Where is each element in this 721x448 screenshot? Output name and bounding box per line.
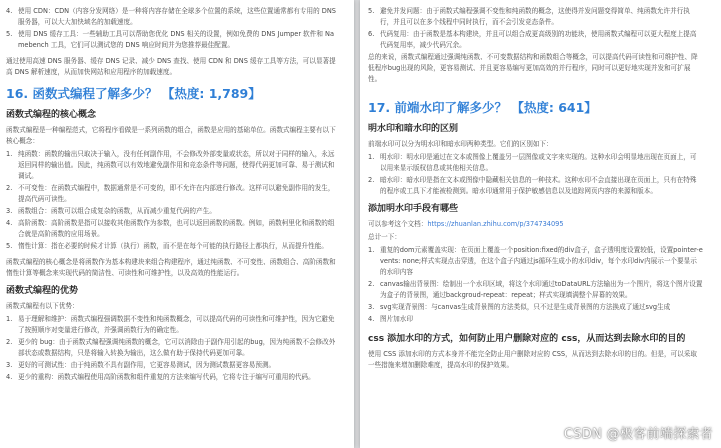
left-top-list <box>6 6 340 51</box>
summary-label: 总计一下： <box>368 233 401 241</box>
advantages-intro: 函数式编程有以下优势： <box>6 302 79 310</box>
list-item: 1. 明水印：明水印是通过在文本或图像上覆盖另一层图像或文字来实现的。这种水印会明显地出现在页面上，可以用来显示版权信息或其他相关信息。 <box>368 153 697 172</box>
reference-link[interactable]: https://zhuanlan.zhihu.com/p/374734095 <box>427 220 564 228</box>
subheading-watermark-difference: 明水印和暗水印的区别 <box>368 124 459 134</box>
subheading-core-concepts: 函数式编程的核心概念 <box>6 110 97 120</box>
list-item: 4. 更少的重构：函数式编程使用高阶函数和组件重复的方法来编写代码，它将专注于编写可重用的代码。 <box>6 373 315 381</box>
list-item: 1. 纯函数：函数的输出只取决于输入，没有任何副作用，不会修改外部变量或状态，所以对于同样的输入，永远返回同样的输出值。因此，纯函数可以有效地避免副作用和竞态条件等问题，使得代码更加可靠、易于测试和调试。 <box>6 150 335 180</box>
right-top-list <box>368 6 703 51</box>
functional-summary-paragraph: 总的来说，函数式编程通过强调纯函数、不可变数据结构和函数组合等概念，可以提高代码可读性和可维护性、降低程序bug出现的风险，更容易测试、并且更容易编写更加高效的并行程序，同时可以更好地实现并发和可扩展性。 <box>368 53 698 83</box>
list-item: 1. 重复的dom元素覆盖实现：在页面上覆盖一个position:fixed的div盒子，盒子透明度设置较低，设置pointer-events: none;样式实现点击穿透，在这个盒子内通过js循环生成小的水印div，每个水印div内展示一个要显示的水印内容 <box>368 246 703 276</box>
list-item: 6. 代码复用：由于函数是基本构建块，并且可以组合成更高级别的功能块，使用函数式编程可以更大程度上提高代码复用率，减少代码冗余。 <box>368 30 697 49</box>
list-item: 4. 图片加水印 <box>368 315 413 323</box>
list-item: 2. 暗水印：暗水印是指在文本或图像中隐藏相关信息的一种技术。这种水印不会直接出现在页面上，只有在特殊的程序或工具下才能被检测到。暗水印通常用于保护敏感信息以及追踪网页内容的来源和版本。 <box>368 176 697 195</box>
right-document-page <box>360 0 721 448</box>
dns-summary-paragraph: 通过使用高速 DNS 服务器、缓存 DNS 记录、减少 DNS 查找、使用 CDN 和 DNS 缓存工具等方法，可以显著提高 DNS 解析速度，从而加快网站和应用程序的加载速度。 <box>6 57 336 76</box>
subheading-add-visible-watermark: 添加明水印手段有哪些 <box>368 204 459 214</box>
list-item: 5. 使用 DNS 缓存工具：一些辅助工具可以帮助您优化 DNS 相关的设置，例如免费的 DNS Jumper 软件和 Namebench 工具，它们可以测试您的 DNS 响应时间并为您推荐最佳配置。 <box>6 30 335 49</box>
list-item: 2. 更少的 bug：由于函数式编程强调纯函数的概念，它可以消除由于副作用引起的bug，因为纯函数不会修改外部状态或数据结构，只是将输入转换为输出，这么做有助于保持代码更加可靠。 <box>6 338 336 357</box>
list-item: 3. svg实现背景图：与canvas生成背景图的方法类似，只不过是生成背景图的方法换成了通过svg生成 <box>368 303 671 311</box>
add-watermark-list <box>368 245 703 325</box>
watermark-difference-intro: 前端水印可以分为明水印和暗水印两种类型。它们的区别如下： <box>368 140 553 148</box>
list-item: 5. 惰性计算：指在必要的时候才计算（执行）函数，而不是在每个可能的执行路径上都执行，从而提升性能。 <box>6 242 328 250</box>
advantages-list <box>6 314 340 383</box>
left-document-page <box>0 0 354 448</box>
list-item: 3. 函数组合：函数可以组合成复杂的函数，从而减少重复代码的产生。 <box>6 207 216 215</box>
list-item: 2. 不可变性：在函数式编程中，数据通常是不可变的，即不允许在内部进行修改。这样可以避免副作用的发生，提高代码可读性。 <box>6 184 335 203</box>
list-item: 1. 易于理解和维护：函数式编程强调数据不变性和纯函数概念，可以提高代码的可读性和可维护性，因为它避免了按照顺序对变量进行修改，并强调函数行为的确定性。 <box>6 315 335 334</box>
core-concepts-list <box>6 149 340 252</box>
core-concepts-intro: 函数式编程是一种编程范式，它将程序看做是一系列函数的组合，函数是应用的基础单位。函数式编程主要有以下核心概念： <box>6 126 336 145</box>
list-item: 3. 更好的可测试性：由于纯函数不具有副作用，它更容易测试，因为测试数据更容易预测。 <box>6 361 276 369</box>
list-item: 2. canvas输出背景图：绘制出一个水印区域，将这个水印通过toDataURL方法输出为一个图片，将这个图片设置为盒子的背景图，通过backgroud-repeat：repeat；样式实现填满整个屏幕的效果。 <box>368 280 703 299</box>
subheading-css-watermark: css 添加水印的方式，如何防止用户删除对应的 css，从而达到去除水印的目的 <box>368 334 686 344</box>
subheading-advantages: 函数式编程的优势 <box>6 286 79 296</box>
core-concepts-summary: 函数式编程的核心概念是将函数作为基本构建块来组合构建程序，通过纯函数、不可变性、函数组合、高阶函数和惰性计算等概念来实现代码的简洁性、可读性和可维护性，以及高效的性能运行。 <box>6 258 336 277</box>
section-heading-frontend-watermark: 17. 前端水印了解多少？ 【热度: 641】 <box>368 100 597 115</box>
list-item: 5. 避免并发问题：由于函数式编程强调不变性和纯函数的概念，这使得并发问题变得简单、纯函数允许并行执行，并且可以在多个线程中同时执行，而不会引发竞态条件。 <box>368 7 690 26</box>
watermark-difference-list <box>368 152 703 197</box>
list-item: 4. 高阶函数：高阶函数是指可以接收其他函数作为参数，也可以返回函数的函数。例如，函数柯里化和函数的组合就是高阶函数的应用场景。 <box>6 219 335 238</box>
css-watermark-paragraph: 使用 CSS 添加水印的方式本身并不能完全防止用户删除对应的 CSS，从而达到去除水印的目的。但是，可以采取一些措施来增加删除难度，提高水印的保护效果。 <box>368 350 697 369</box>
list-item: 4. 使用 CDN：CDN（内容分发网络）是一种将内容存储在全球多个位置的系统，这些位置通常都有专用的 DNS 服务器，可以大大加快域名的加载速度。 <box>6 7 336 26</box>
csdn-watermark: CSDN @极客前端探索者 <box>563 427 713 442</box>
section-heading-functional-programming: 16. 函数式编程了解多少？ 【热度: 1,789】 <box>6 86 261 101</box>
reference-line: 可以参考这个文档：https://zhuanlan.zhihu.com/p/374734095 <box>368 220 564 228</box>
